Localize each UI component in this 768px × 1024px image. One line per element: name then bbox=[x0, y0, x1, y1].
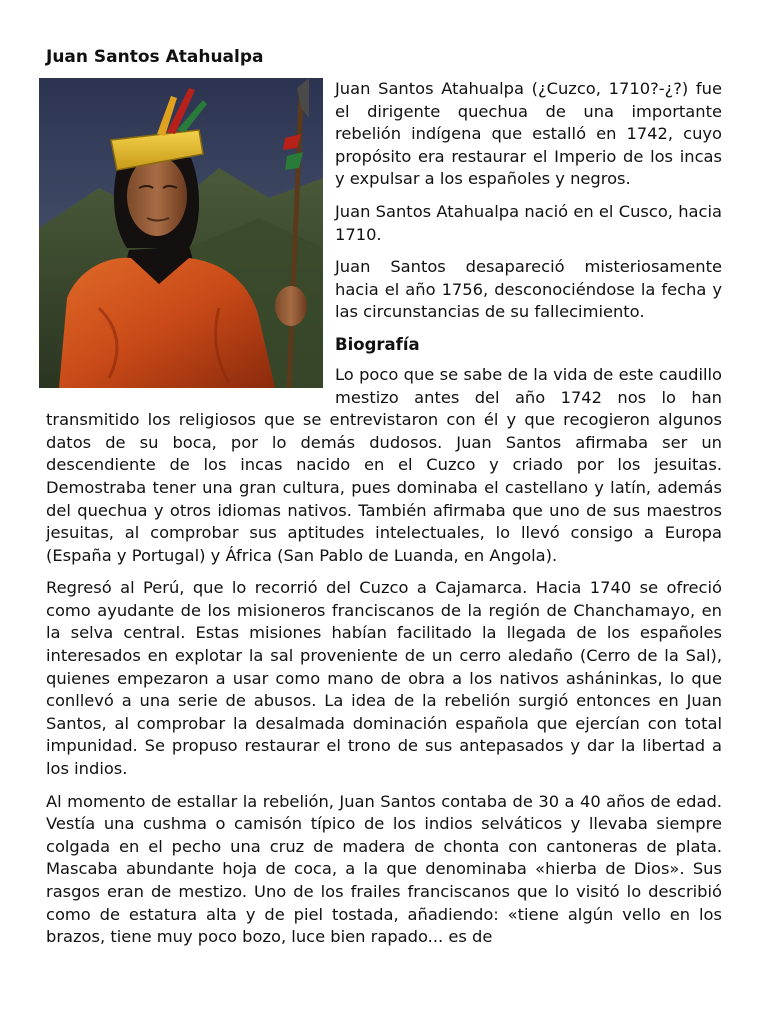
body-paragraph: Lo poco que se sabe de la vida de este caudillo mestizo antes del año 1742 nos lo han transmitido los religiosos que se entrevistaron con él y que recogieron algunos datos de su boca, por lo demás dudosos. Juan Santos afirmaba ser un descendiente de los incas nacido en el Cuzco y criado por los jesuitas. Demostraba tener una gran cultura, pues dominaba el castellano y latín, además del quechua y otros idiomas nativos. También afirmaba que uno de sus maestros jesuitas, al comprobar sus aptitudes intelectuales, lo llevó consigo a Europa (España y Portugal) y África (San Pablo de Luanda, en Angola). bbox=[46, 364, 722, 565]
intro-paragraph: Juan Santos desapareció misteriosamente hacia el año 1756, desconociéndose la fecha y las circunstancias de su fallecimiento. bbox=[335, 257, 722, 322]
portrait-image bbox=[39, 78, 323, 388]
section-heading: Biografía bbox=[335, 334, 420, 354]
body-paragraph: Regresó al Perú, que lo recorrió del Cuzco a Cajamarca. Hacia 1740 se ofreció como ayudante de los misioneros franciscanos de la región de Chanchamayo, en la selva central. Estas misiones habían facilitado la llegada de los españoles interesados en explotar la sal proveniente de un cerro aledaño (Cerro de la Sal), quienes empezaron a usar como mano de obra a los nativos asháninkas, lo que conllevó a una serie de abusos. La idea de la rebelión surgió entonces en Juan Santos, al comprobar la desalmada dominación española que ejercían con total impunidad. Se propuso restaurar el trono de sus antepasados y dar la libertad a los indios. bbox=[46, 578, 722, 779]
document-title: Juan Santos Atahualpa bbox=[46, 47, 264, 67]
intro-paragraph: Juan Santos Atahualpa nació en el Cusco, hacia 1710. bbox=[335, 201, 722, 244]
body-paragraph: Al momento de estallar la rebelión, Juan Santos contaba de 30 a 40 años de edad. Vestía una cushma o camisón típico de los indios selváticos y llevaba siempre colgada en el pecho una cruz de madera de chonta con cantoneras de plata. Mascaba abundante hoja de coca, a la que denominaba «hierba de Dios». Sus rasgos eran de mestizo. Uno de los frailes franciscanos que lo visitó lo describió como de estatura alta y de piel tostada, añadiendo: «tiene algún vello en los brazos, tiene muy poco bozo, luce bien rapado... es de bbox=[46, 791, 722, 947]
document-page bbox=[46, 44, 722, 959]
intro-paragraph: Juan Santos Atahualpa (¿Cuzco, 1710?-¿?) fue el dirigente quechua de una importante rebelión indígena que estalló en 1742, cuyo propósito era restaurar el Imperio de los incas y expulsar a los españoles y negros. bbox=[335, 79, 722, 189]
